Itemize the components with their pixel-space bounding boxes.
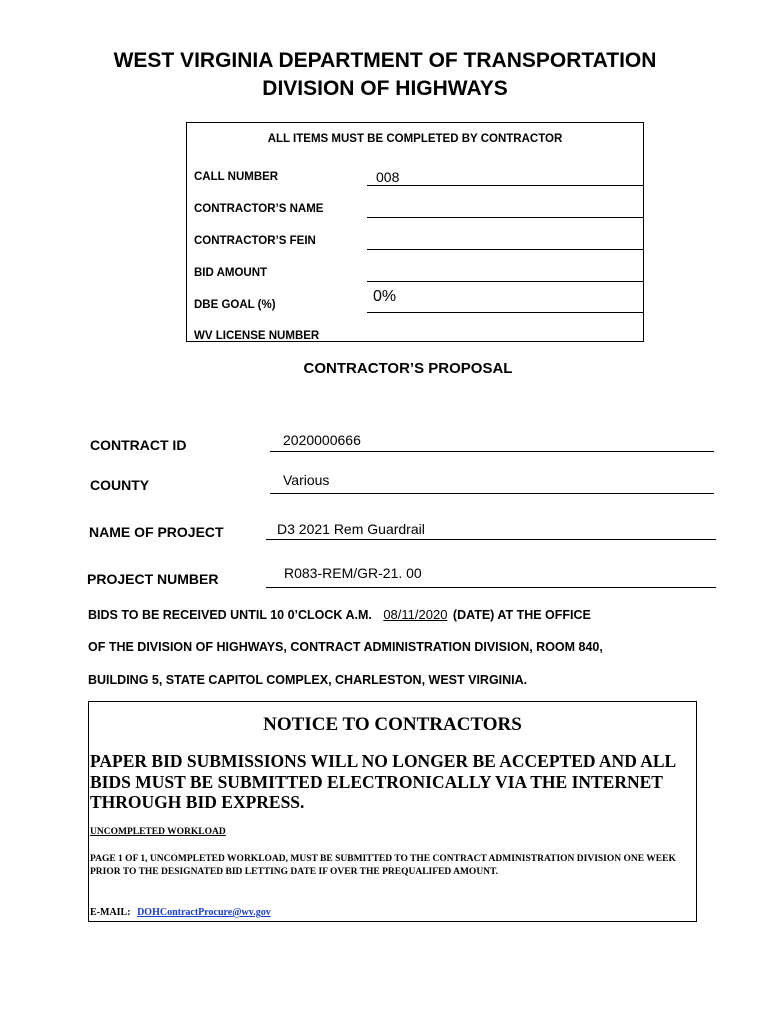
call-number-value[interactable]: 008 [376,169,400,185]
bid-amount-label: BID AMOUNT [194,267,268,279]
division-title: DIVISION OF HIGHWAYS [262,77,508,100]
bid-date[interactable]: 08/11/2020 [383,607,448,622]
project-number-value[interactable]: R083-REM/GR-21. 00 [284,565,422,581]
project-number-line [266,587,716,588]
contractor-fein-field[interactable] [367,249,644,250]
bids-line-1 [88,607,591,622]
bids-deadline-text: BIDS TO BE RECEIVED UNTIL 10 0’CLOCK A.M. [88,608,372,622]
department-title: WEST VIRGINIA DEPARTMENT OF TRANSPORTATION [113,49,657,72]
contract-id-line [270,451,714,452]
notice-box [88,701,697,922]
notice-title: NOTICE TO CONTRACTORS [263,714,522,735]
bid-amount-field[interactable] [367,281,644,282]
contract-id-value[interactable]: 2020000666 [283,432,361,448]
contractor-info-box [186,122,644,342]
dbe-goal-value[interactable]: 0% [373,288,397,305]
bids-line-2: OF THE DIVISION OF HIGHWAYS, CONTRACT ADMINISTRATION DIVISION, ROOM 840, [88,640,603,654]
bids-line-3: BUILDING 5, STATE CAPITOL COMPLEX, CHARLESTON, WEST VIRGINIA. [88,673,528,687]
email-row [90,906,271,919]
project-number-label: PROJECT NUMBER [87,571,219,587]
county-line [270,493,714,494]
contract-id-label: CONTRACT ID [90,437,187,453]
bids-office-text: (DATE) AT THE OFFICE [452,608,591,622]
box-header: ALL ITEMS MUST BE COMPLETED BY CONTRACTOR [267,133,563,145]
project-name-value[interactable]: D3 2021 Rem Guardrail [277,521,425,537]
wv-license-label: WV LICENSE NUMBER [194,330,320,342]
dbe-goal-label: DBE GOAL (%) [194,299,276,311]
email-link[interactable]: DOHContractProcure@wv.gov [137,907,271,918]
contractor-name-field[interactable] [367,217,644,218]
contractor-name-label: CONTRACTOR’S NAME [194,203,324,215]
call-number-label: CALL NUMBER [194,171,279,183]
notice-body: PAPER BID SUBMISSIONS WILL NO LONGER BE ACCEPTED AND ALL BIDS MUST BE SUBMITTED ELECTRONICALLY VIA THE INTERNET THROUGH BID EXPRESS. [90,751,676,812]
workload-heading: UNCOMPLETED WORKLOAD [90,827,226,837]
workload-text: PAGE 1 OF 1, UNCOMPLETED WORKLOAD, MUST BE SUBMITTED TO THE CONTRACT ADMINISTRATION DIVISION ONE WEEK PRIOR TO THE DESIGNATED BID LETTING DATE IF OVER THE PREQUALIFED AMOUNT. [90,854,676,877]
dbe-goal-line [367,312,644,313]
county-value[interactable]: Various [283,472,330,488]
email-label: E-MAIL: [90,907,131,918]
proposal-title: CONTRACTOR’S PROPOSAL [303,360,513,377]
project-name-label: NAME OF PROJECT [89,524,224,540]
call-number-line [367,185,644,186]
contractor-fein-label: CONTRACTOR’S FEIN [194,235,316,247]
project-name-line [266,539,716,540]
county-label: COUNTY [90,477,150,493]
